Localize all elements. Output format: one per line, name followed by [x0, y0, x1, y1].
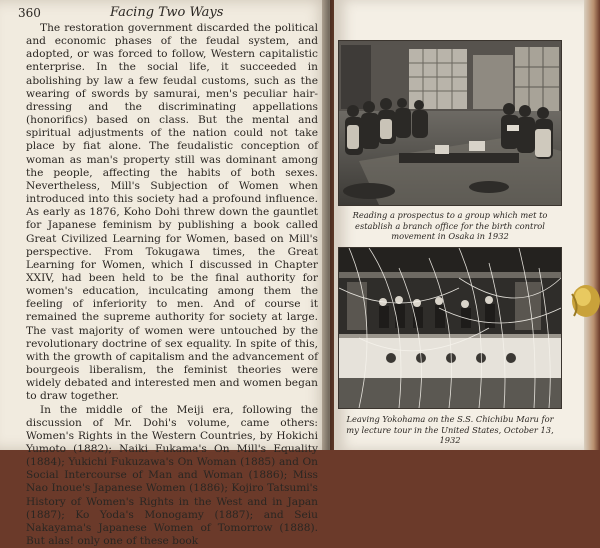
- meeting-photo: [338, 40, 562, 206]
- ship-photo-caption: Leaving Yokohama on the S.S. Chichibu Maru for my lecture tour in the United States, October 13, 1932: [346, 414, 554, 445]
- page-clip: [566, 282, 600, 320]
- ship-departure-photo: [338, 247, 562, 409]
- meeting-photo-image: [339, 41, 561, 205]
- meeting-photo-caption: Reading a prospectus to a group which met to establish a branch office for the birth control movement in Osaka in 1932: [352, 210, 548, 241]
- running-head: Facing Two Ways: [110, 5, 224, 20]
- body-text: [26, 22, 318, 548]
- paragraph-1: The restoration government discarded the political and economic phases of the feudal system, and adopted, or was forced to follow, Western capitalistic enterprise. In the social life, it succeeded in abolishing by law a few feudal customs, such as the wearing of swords by samurai, men's peculiar hair-dressing and the discriminating appellations (honorifics) based on class. But the mental and spiritual adjustments of the nation could not take place by fiat alone. The feudalistic conception of woman as man's property still was dominant among the people, affecting the habits of both sexes. Nevertheless, Mill's Subjection of Women when introduced into this society had a profound influence. As early as 1876, Koho Dohi threw down the gauntlet for Japanese feminism by publishing a book called Great Civilized Learning for Women, based on Mill's perspective. From Tokugawa times, the Great Learning for Women, which I discussed in Chapter XXIV, had been held to be the final authority for women's education, inculcating among them the feeling of inferiority to men. And of course it remained the supreme authority for society at large. The vast majority of women were untouched by the revolutionary doctrine of sex equality. In spite of this, with the growth of capitalism and the advancement of bourgeois liberalism, the feminist theories were widely debated and interested men and women began to draw together.: [26, 22, 318, 403]
- paragraph-2: In the middle of the Meiji era, following the discussion of Mr. Dohi's volume, came others: Women's Rights in the Western Countries, by Hokichi Yumoto (1882); Naiki Fukama's On Mill's Equality (1884); Yukichi Fukuzawa's On Woman (1885) and On Social Intercourse of Man and Woman (1886); Miss Nao Inoue's Japanese Women (1886); Kojiro Tatsumi's History of Women's Rights in the West and in Japan (1887); Ko Yoda's Monogamy (1887); and Seiu Nakayama's Japanese Women of Tomorrow (1888). But alas! only one of these book: [26, 403, 318, 548]
- ship-departure-photo-image: [339, 248, 561, 408]
- page-edges: [584, 0, 600, 450]
- page-number: 360: [18, 6, 41, 20]
